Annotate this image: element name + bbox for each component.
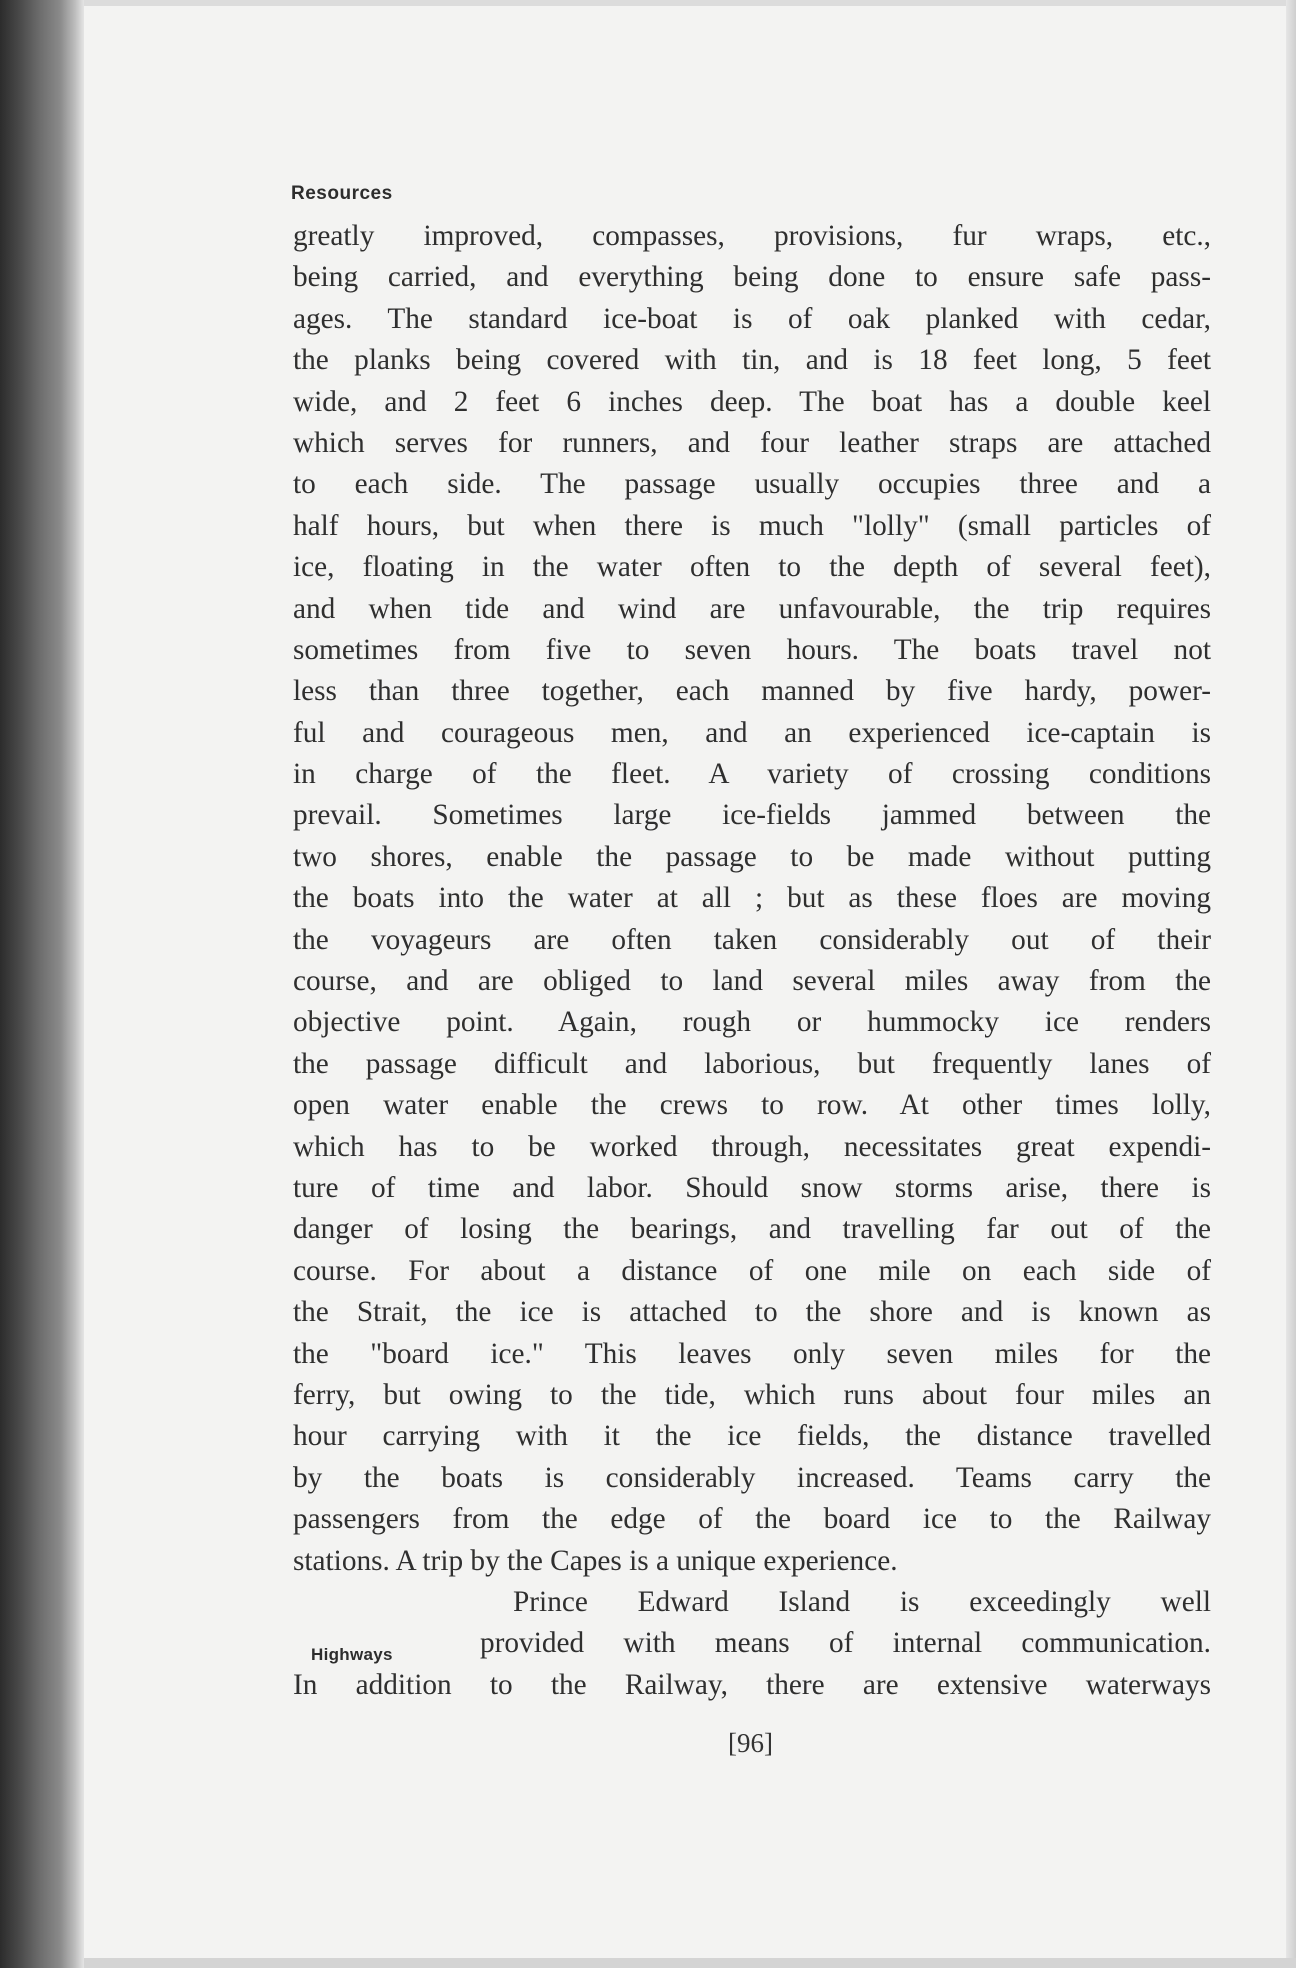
marginal-note: Highways bbox=[311, 1645, 393, 1664]
text-line: sometimes from five to seven hours. The boats travel not bbox=[293, 633, 1211, 666]
text-line: wide, and 2 feet 6 inches deep. The boat has a double keel bbox=[293, 385, 1211, 418]
text-line: ice, floating in the water often to the depth of several feet), bbox=[293, 551, 1211, 584]
text-line: Prince Edward Island is exceedingly well bbox=[513, 1585, 1211, 1618]
text-line: the Strait, the ice is attached to the shore and is known as bbox=[293, 1296, 1211, 1329]
text-line: which has to be worked through, necessitates great expendi- bbox=[293, 1130, 1211, 1163]
page-number: [96] bbox=[728, 1728, 773, 1758]
text-line: course, and are obliged to land several miles away from the bbox=[293, 965, 1211, 998]
body-text bbox=[293, 216, 1211, 1706]
text-line: less than three together, each manned by five hardy, power- bbox=[293, 675, 1211, 708]
text-line: prevail. Sometimes large ice-fields jammed between the bbox=[293, 799, 1211, 832]
text-line: ferry, but owing to the tide, which runs about four miles an bbox=[293, 1378, 1211, 1411]
text-line: greatly improved, compasses, provisions, fur wraps, etc., bbox=[293, 220, 1211, 252]
running-head: Resources bbox=[291, 183, 393, 204]
text-line: provided with means of internal communication. bbox=[480, 1627, 1211, 1660]
text-line: in charge of the fleet. A variety of crossing conditions bbox=[293, 758, 1211, 791]
text-line: and when tide and wind are unfavourable, the trip requires bbox=[293, 592, 1211, 625]
text-line: two shores, enable the passage to be made without putting bbox=[293, 840, 1211, 873]
text-line: ages. The standard ice-boat is of oak planked with cedar, bbox=[293, 302, 1211, 335]
text-line: which serves for runners, and four leather straps are attached bbox=[293, 426, 1211, 459]
text-line: objective point. Again, rough or hummocky ice renders bbox=[293, 1006, 1211, 1039]
text-line: hour carrying with it the ice fields, the distance travelled bbox=[293, 1420, 1211, 1453]
text-line: course. For about a distance of one mile on each side of bbox=[293, 1254, 1211, 1287]
text-line: stations. A trip by the Capes is a unique experience. bbox=[293, 1544, 898, 1577]
text-line: ture of time and labor. Should snow storms arise, there is bbox=[293, 1171, 1211, 1204]
text-line: being carried, and everything being done to ensure safe pass- bbox=[293, 261, 1211, 294]
text-line: the passage difficult and laborious, but frequently lanes of bbox=[293, 1047, 1211, 1080]
text-line: passengers from the edge of the board ice to the Railway bbox=[293, 1503, 1211, 1536]
text-line: to each side. The passage usually occupies three and a bbox=[293, 468, 1211, 501]
text-line: In addition to the Railway, there are extensive waterways bbox=[293, 1668, 1211, 1701]
text-line: danger of losing the bearings, and travelling far out of the bbox=[293, 1213, 1211, 1246]
page-edge-top bbox=[84, 0, 1296, 6]
text-line: ful and courageous men, and an experienced ice-captain is bbox=[293, 716, 1211, 749]
text-line: the voyageurs are often taken considerably out of their bbox=[293, 923, 1211, 956]
page-edge-right bbox=[1286, 0, 1296, 1968]
text-line: the boats into the water at all ; but as these floes are moving bbox=[293, 882, 1211, 915]
text-line: by the boats is considerably increased. Teams carry the bbox=[293, 1461, 1211, 1494]
page-edge-bottom bbox=[84, 1958, 1296, 1968]
text-line: the planks being covered with tin, and is 18 feet long, 5 feet bbox=[293, 344, 1211, 377]
text-line: open water enable the crews to row. At other times lolly, bbox=[293, 1089, 1211, 1122]
text-line: the "board ice." This leaves only seven miles for the bbox=[293, 1337, 1211, 1370]
text-line: half hours, but when there is much "lolly" (small particles of bbox=[293, 509, 1211, 542]
